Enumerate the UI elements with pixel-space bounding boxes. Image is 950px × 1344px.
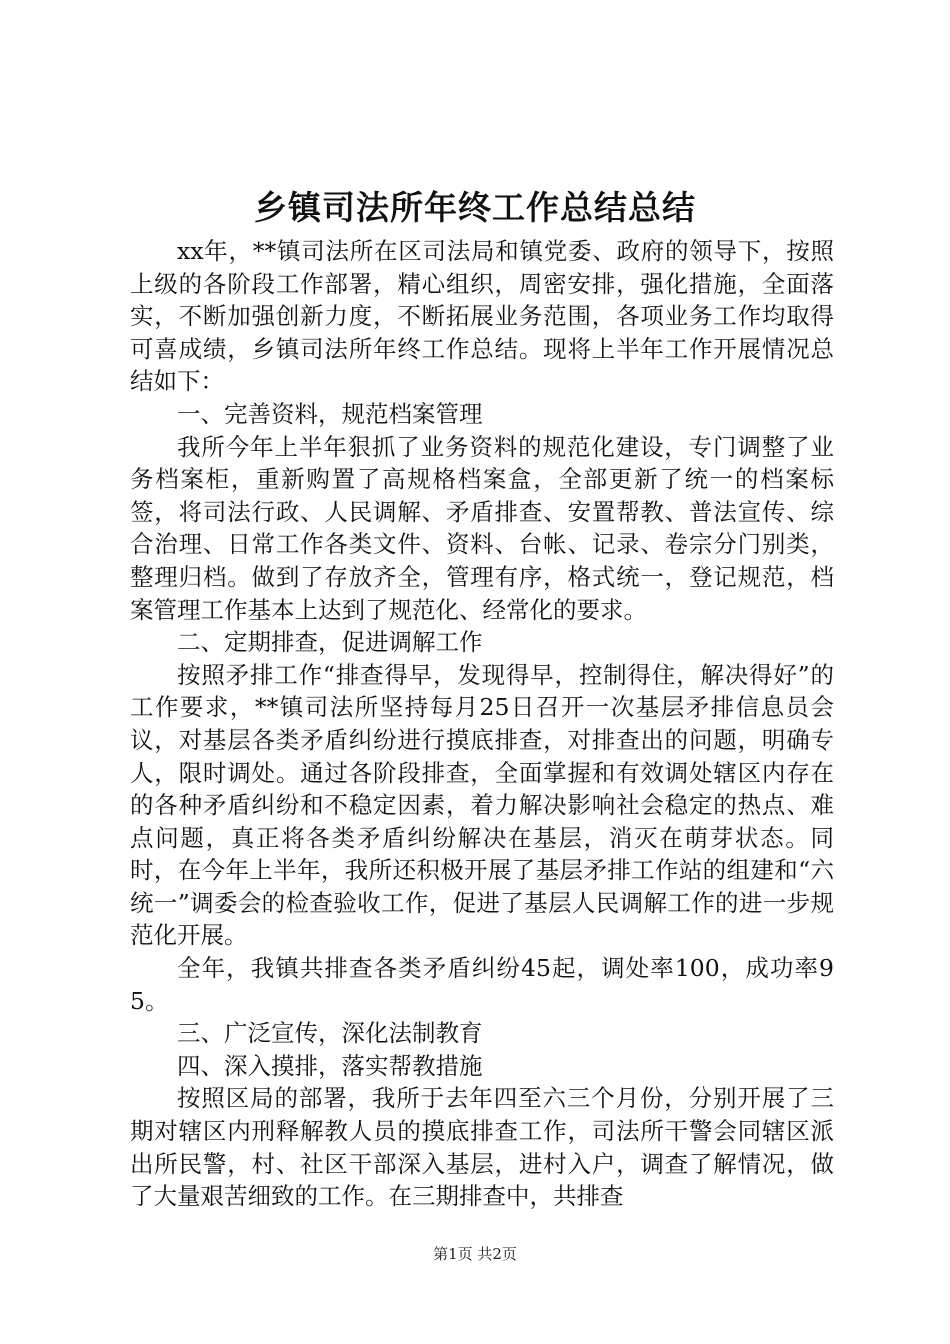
section-heading-1: 一、完善资料，规范档案管理	[177, 399, 483, 428]
document-title: 乡镇司法所年终工作总结总结	[254, 188, 696, 227]
section-heading-3: 三、广泛宣传，深化法制教育	[177, 1019, 483, 1048]
page-footer: 第1页 共2页	[433, 1245, 517, 1263]
section-heading-2: 二、定期排查，促进调解工作	[177, 628, 483, 657]
paragraph-mediation: 按照矛排工作“排查得早，发现得早，控制得住，解决得好”的工作要求，**镇司法所坚持每月25日召开一次基层矛排信息员会议，对基层各类矛盾纠纷进行摸底排查，对排查出的问题，明确专人，限时调处。通过各阶段排查，全面掌握和有效调处辖区内存在的各种矛盾纠纷和不稳定因素，着力解决影响社会稳定的热点、难点问题，真正将各类矛盾纠纷解决在基层，消灭在萌芽状态。同时，在今年上半年，我所还积极开展了基层矛排工作站的组建和“六统一”调委会的检查验收工作，促进了基层人民调解工作的进一步规范化开展。	[130, 660, 834, 950]
paragraph-archives: 我所今年上半年狠抓了业务资料的规范化建设，专门调整了业务档案柜，重新购置了高规格档案盒，全部更新了统一的档案标签，将司法行政、人民调解、矛盾排查、安置帮教、普法宣传、综合治理、日常工作各类文件、资料、台帐、记录、卷宗分门别类，整理归档。做到了存放齐全，管理有序，格式统一，登记规范，档案管理工作基本上达到了规范化、经常化的要求。	[130, 432, 834, 624]
document-body	[130, 235, 834, 1213]
paragraph-statistics: 全年，我镇共排查各类矛盾纠纷45起，调处率100，成功率95。	[130, 954, 834, 1015]
paragraph-intro: xx年，**镇司法所在区司法局和镇党委、政府的领导下，按照上级的各阶段工作部署，精心组织，周密安排，强化措施，全面落实，不断加强创新力度，不断拓展业务范围，各项业务工作均取得可喜成绩，乡镇司法所年终工作总结。现将上半年工作开展情况总结如下：	[130, 237, 834, 396]
paragraph-assistance: 按照区局的部署，我所于去年四至六三个月份，分别开展了三期对辖区内刑释解教人员的摸底排查工作，司法所干警会同辖区派出所民警，村、社区干部深入基层，进村入户，调查了解情况，做了大量艰苦细致的工作。在三期排查中，共排查	[130, 1084, 834, 1211]
section-heading-4: 四、深入摸排，落实帮教措施	[177, 1051, 483, 1080]
